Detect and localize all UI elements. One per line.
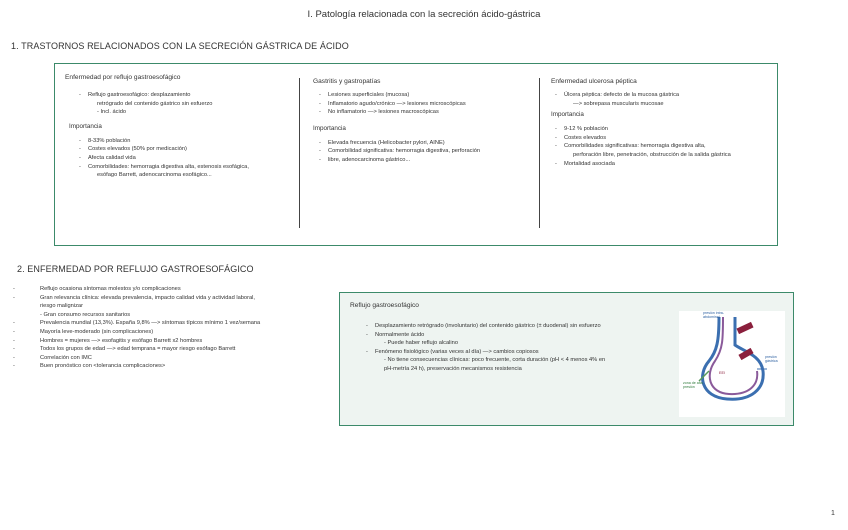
section-1-title: 1. TRASTORNOS RELACIONADOS CON LA SECRECIÓN GÁSTRICA DE ÁCIDO: [11, 41, 349, 51]
list-item: - Buen pronóstico con <tolerancia complicaciones>: [10, 362, 330, 371]
gastritis-list: [313, 91, 531, 117]
reflux-list: [366, 322, 666, 374]
reflux-heading: Reflujo gastroesofágico: [350, 302, 419, 309]
list-item: - libre, adenocarcinoma gástrico...: [319, 156, 531, 165]
list-item: - Incl. ácido: [97, 109, 127, 116]
list-item: - Elevada frecuencia (Helicobacter pylori, AINE): [319, 139, 531, 148]
list-item: - Desplazamiento retrógrado (involuntario) del contenido gástrico (± duodenal) sin esfuerzo: [366, 322, 666, 331]
erge-importance-heading: Importancia: [69, 122, 102, 130]
list-item: - Afecta calidad vida: [79, 154, 293, 163]
ulcer-importance-heading: Importancia: [551, 111, 584, 119]
list-item: - No inflamatorio —> lesiones macroscópicas: [319, 108, 531, 117]
list-item: - Gran relevancia clínica: elevada prevalencia, impacto calidad vida y actividad laboral,: [10, 294, 330, 303]
list-item: - Lesiones superficiales (mucosa): [319, 91, 531, 100]
list-item: - Fenómeno fisiológico (varias veces al día) —> cambios copiosos: [366, 348, 666, 357]
ulcer-list: [551, 91, 777, 108]
column-divider: [299, 78, 300, 228]
section-2-title: 2. ENFERMEDAD POR REFLUJO GASTROESOFÁGICO: [17, 264, 254, 274]
ulcer-importance-list: [551, 125, 777, 168]
erge-list: [65, 91, 293, 117]
list-item: - Hombres = mujeres —> esofagitis y esófago Barrett x2 hombres: [10, 337, 330, 346]
list-item: esófago Barrett, adenocarcinoma esofágico...: [97, 172, 212, 179]
section-2-list: [10, 285, 330, 371]
list-item: - Reflujo gastroesofágico: desplazamiento: [79, 91, 293, 100]
figure-label-bottom-left: zona de alta presión: [683, 381, 703, 390]
erge-heading: Enfermedad por reflujo gastroesofágico: [65, 74, 181, 81]
gastritis-importance-list: [313, 139, 531, 165]
gastritis-heading: Gastritis y gastropatías: [313, 78, 381, 85]
list-item: retrógrado del contenido gástrico sin esfuerzo: [97, 100, 213, 107]
list-item: - 9-12 % población: [555, 125, 777, 134]
list-item: - Prevalencia mundial (13,3%). España 9,8% —> síntomas típicos mínimo 1 vez/semana: [10, 319, 330, 328]
list-item: - Mortalidad asociada: [555, 160, 777, 169]
list-item: —> sobrepasa muscularis mucosae: [573, 100, 664, 107]
section-1-box: [54, 63, 778, 246]
figure-label-top: presión intra-abdominal: [703, 311, 724, 320]
list-item: - Gran consumo recursos sanitarios: [40, 311, 131, 318]
list-item: - Mayoría leve-moderado (sin complicaciones): [10, 328, 330, 337]
figure-label-right: presión gástrica: [765, 355, 778, 364]
ulcer-column: [551, 78, 777, 168]
gastritis-importance-heading: Importancia: [313, 124, 346, 132]
list-item: - 8-33% población: [79, 137, 293, 146]
list-item: - Puede haber reflujo alcalino: [384, 340, 458, 347]
erge-column: [65, 74, 293, 180]
column-divider: [539, 78, 540, 228]
list-item: - Úlcera péptica: defecto de la mucosa gástrica: [555, 91, 777, 100]
list-item: perforación libre, penetración, obstrucción de la salida gástrica: [573, 151, 731, 158]
list-item: - Comorbilidades: hemorragia digestiva alta, estenosis esofágica,: [79, 163, 293, 172]
list-item: - No tiene consecuencias clínicas: poco frecuente, corta duración (pH < 4 menos 4% en: [384, 357, 606, 364]
list-item: pH-metría 24 h), preservación mecanismos resistencia: [384, 365, 522, 372]
reflux-box: [339, 292, 794, 426]
stomach-diagram: [679, 311, 785, 417]
list-item: - Inflamatorio agudo/crónico —> lesiones microscópicas: [319, 100, 531, 109]
erge-importance-list: [65, 137, 293, 180]
list-item: - Costes elevados: [555, 134, 777, 143]
list-item: - Costes elevados (50% por medicación): [79, 145, 293, 154]
gastritis-column: [313, 78, 531, 165]
ulcer-heading: Enfermedad ulcerosa péptica: [551, 78, 637, 85]
figure-label-center: EEI: [719, 371, 726, 375]
list-item: - Comorbilidad significativa: hemorragia digestiva, perforación: [319, 147, 531, 156]
list-item: - Reflujo ocasiona síntomas molestos y/o complicaciones: [10, 285, 330, 294]
page-number: 1: [831, 510, 835, 517]
list-item: riesgo malignizar: [40, 303, 83, 310]
list-item: - Todos los grupos de edad —> edad temprana = mayor riesgo esófago Barrett: [10, 345, 330, 354]
stomach-illustration: [679, 311, 785, 417]
list-item: - Correlación con IMC: [10, 354, 330, 363]
list-item: - Comorbilidades significativas: hemorragia digestiva alta,: [555, 142, 777, 151]
list-item: - Normalmente ácido: [366, 331, 666, 340]
page-title: I. Patología relacionada con la secreción ácido-gástrica: [307, 9, 541, 20]
